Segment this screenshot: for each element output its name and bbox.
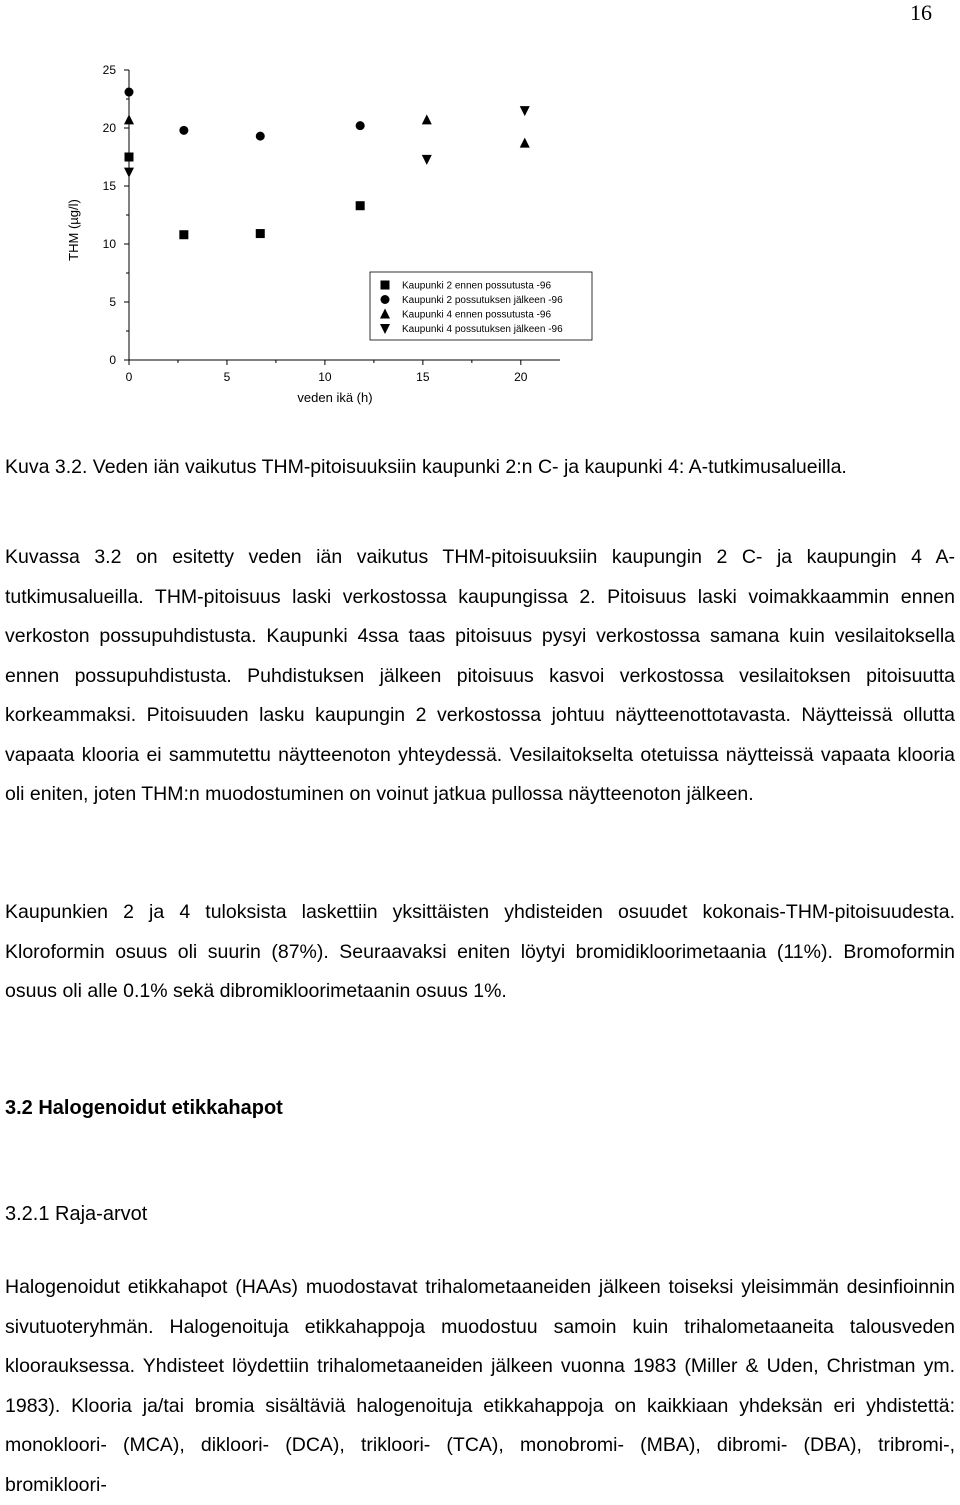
paragraph-2: Kaupunkien 2 ja 4 tuloksista laskettiin yksittäisten yhdisteiden osuudet kokonais-THM-pitoisuudesta. Kloroformin osuus oli suurin (87%). Seuraavaksi eniten löytyi bromidikloorimetaania (11%). Bromoformin osuus oli alle 0.1% sekä dibromikloorimetaanin osuus 1%. — [5, 901, 955, 1002]
data-point-square — [179, 230, 188, 239]
y-tick-label: 0 — [109, 353, 116, 367]
paragraph-3: Halogenoidut etikkahapot (HAAs) muodostavat trihalometaaneiden jälkeen toiseksi yleisimmän desinfioinnin sivutuoteryhmän. Halogenoituja etikkahappoja muodostuu samoin kuin trihalometaaneita talousveden kloorauksessa. Yhdisteet löydettiin trihalometaaneiden jälkeen vuonna 1983 (Miller & Uden, Christman ym. 1983). Klooria ja/tai bromia sisältäviä halogenoituja etikkahappoja on kaikkiaan yhdeksän eri yhdistettä: monokloori- (MCA), dikloori- (DCA), trikloori- (TCA), monobromi- (MBA), dibromi- (DBA), tribromi-, bromikloori- — [5, 1276, 955, 1496]
chart-legend — [370, 272, 592, 340]
legend-entry: Kaupunki 4 ennen possutusta -96 — [402, 309, 551, 321]
subsection-heading: 3.2.1 Raja-arvot — [5, 1203, 148, 1225]
data-point-triangle-down — [124, 168, 134, 178]
x-tick-label: 10 — [318, 370, 332, 384]
legend-marker — [381, 295, 390, 304]
legend-entry: Kaupunki 4 possutuksen jälkeen -96 — [402, 324, 563, 335]
y-axis-label: THM (µg/l) — [66, 199, 81, 261]
y-tick-label: 25 — [102, 63, 116, 77]
data-point-triangle-up — [124, 114, 134, 124]
legend-entry: Kaupunki 2 possutuksen jälkeen -96 — [402, 295, 563, 306]
x-tick-label: 5 — [223, 370, 231, 384]
x-axis-label: veden ikä (h) — [297, 390, 373, 405]
data-point-triangle-down — [520, 106, 530, 116]
data-point-circle — [356, 121, 365, 130]
data-point-circle — [179, 126, 188, 135]
legend-marker — [381, 281, 390, 290]
data-point-circle — [125, 88, 134, 97]
data-point-triangle-down — [422, 155, 432, 165]
chart-points — [124, 88, 530, 240]
section-heading: 3.2 Halogenoidut etikkahapot — [5, 1097, 283, 1119]
page-number: 16 — [910, 0, 932, 25]
y-tick-label: 20 — [102, 121, 116, 135]
x-tick-label: 0 — [125, 370, 133, 384]
y-tick-label: 15 — [102, 179, 116, 193]
legend-entry: Kaupunki 2 ennen possutusta -96 — [402, 280, 551, 292]
data-point-circle — [256, 132, 265, 141]
data-point-triangle-up — [422, 114, 432, 124]
thm-scatter-chart — [0, 50, 620, 420]
y-tick-label: 5 — [109, 295, 116, 309]
paragraph-1: Kuvassa 3.2 on esitetty veden iän vaikutus THM-pitoisuuksiin kaupungin 2 C- ja kaupungin 4 A-tutkimusalueilla. THM-pitoisuus laski verkostossa kaupungissa 2. Pitoisuus laski voimakkaammin ennen verkoston possupuhdistusta. Kaupunki 4ssa taas pitoisuus pysyi verkostossa samana kuin vesilaitoksella ennen possupuhdistusta. Puhdistuksen jälkeen pitoisuus kasvoi verkostossa vesilaitoksen pitoisuutta korkeammaksi. Pitoisuuden lasku kaupungin 2 verkostossa johtuu näytteenottotavasta. Näytteissä ollutta vapaata klooria ei sammutettu näytteenoton yhteydessä. Vesilaitokselta otetuissa näytteissä vapaata klooria oli eniten, joten THM:n muodostuminen on voinut jatkua pullossa näytteenoton jälkeen. — [5, 546, 955, 805]
x-tick-label: 15 — [416, 370, 430, 384]
y-tick-label: 10 — [102, 237, 116, 251]
data-point-square — [356, 201, 365, 210]
figure-caption: Kuva 3.2. Veden iän vaikutus THM-pitoisuuksiin kaupunki 2:n C- ja kaupunki 4: A-tutkimusalueilla. — [5, 456, 847, 478]
data-point-square — [125, 153, 134, 162]
data-point-triangle-up — [520, 138, 530, 148]
x-tick-label: 20 — [514, 370, 528, 384]
data-point-square — [256, 229, 265, 238]
